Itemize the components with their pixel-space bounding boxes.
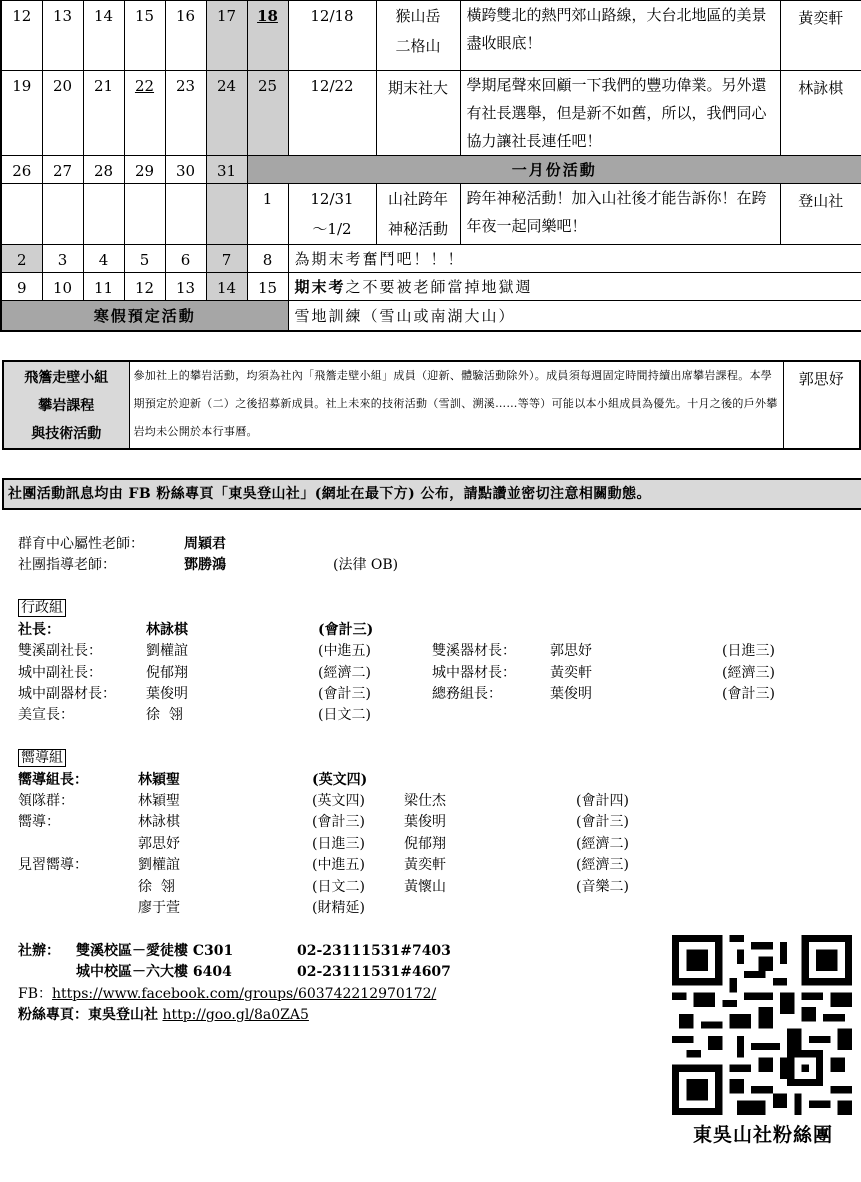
office-address: 城中校區－六大樓 6404 [76, 964, 232, 980]
admin-role: 總務組長： [432, 686, 502, 702]
admin-dept: (中進五) [318, 643, 371, 659]
winter-break-label: 寒假預定活動 [1, 301, 288, 331]
admin-name: 郭思妤 [550, 643, 592, 659]
guide-name: 林詠棋 [138, 814, 180, 830]
admin-dept: (經濟二) [318, 665, 371, 681]
event-name: 期末社大 [376, 71, 460, 156]
fanpage-line [18, 1005, 309, 1025]
event-date [288, 184, 376, 245]
day-cell: 26 [1, 156, 42, 184]
guide-lead-dept: (英文四) [312, 772, 368, 788]
activity-calendar [0, 0, 861, 332]
admin-role: 美宣長： [18, 707, 74, 723]
day-cell: 5 [124, 245, 165, 273]
day-cell [206, 184, 247, 245]
day-cell: 6 [165, 245, 206, 273]
admin-dept: (日進三) [722, 643, 775, 659]
event-date: 12/18 [288, 1, 376, 71]
winter-break-note: 雪地訓練（雪山或南湖大山） [288, 301, 861, 331]
calendar-row [1, 156, 861, 184]
group-name-line: 攀岩課程 [38, 398, 95, 414]
guide-dept: (音樂二) [576, 879, 629, 895]
guide-name: 黃懷山 [404, 879, 446, 895]
day-cell: 19 [1, 71, 42, 156]
guide-role: 嚮導： [18, 814, 60, 830]
event-description: 跨年神秘活動！加入山社後才能告訴你！在跨年夜一起同樂吧！ [460, 184, 780, 245]
guide-name: 黃奕軒 [404, 857, 446, 873]
day-cell: 12 [124, 273, 165, 301]
day-cell: 16 [165, 1, 206, 71]
event-name [376, 1, 460, 71]
day-cell: 13 [165, 273, 206, 301]
guide-dept: (經濟二) [576, 836, 629, 852]
day-cell: 31 [206, 156, 247, 184]
office-phone: 02-23111531#4607 [297, 964, 451, 980]
day-highlight: 18 [257, 7, 278, 25]
day-cell: 25 [247, 71, 288, 156]
week-note-rest: 之不要被老師當掉地獄週 [345, 278, 533, 296]
event-date-line: 12/31 [310, 190, 354, 208]
day-cell [1, 184, 42, 245]
event-owner: 登山社 [780, 184, 861, 245]
day-highlight: 22 [134, 77, 155, 95]
admin-name: 葉俊明 [550, 686, 592, 702]
guide-name: 徐 翎 [138, 879, 175, 895]
week-note-bold: 期末考 [294, 278, 346, 296]
event-description: 橫跨雙北的熱門郊山路線，大台北地區的美景盡收眼底！ [460, 1, 780, 71]
climbing-group-name [3, 361, 129, 449]
guide-lead-label: 嚮導組長： [18, 772, 88, 788]
week-note: 為期末考奮鬥吧！！！ [288, 245, 861, 273]
event-description: 學期尾聲來回顧一下我們的豐功偉業。另外還有社長選舉，但是新不如舊，所以，我們同心協力讓社長連任吧！ [460, 71, 780, 156]
office-phone: 02-23111531#7403 [297, 943, 451, 959]
day-cell: 15 [247, 273, 288, 301]
day-cell: 20 [42, 71, 83, 156]
guide-name: 廖于萱 [138, 900, 180, 916]
day-cell: 4 [83, 245, 124, 273]
calendar-row [1, 273, 861, 301]
day-cell: 24 [206, 71, 247, 156]
guide-dept: (會計三) [312, 814, 365, 830]
day-cell: 15 [124, 1, 165, 71]
guide-name: 劉權誼 [138, 857, 180, 873]
center-advisor-name: 周穎君 [184, 536, 226, 552]
event-name-line: 山社跨年 [387, 190, 448, 208]
day-cell [247, 1, 288, 71]
president-dept: (會計三) [318, 622, 374, 638]
day-cell: 23 [165, 71, 206, 156]
admin-group-header [18, 598, 66, 618]
admin-name: 倪郁翔 [146, 665, 188, 681]
climbing-group-description: 參加社上的攀岩活動，均須為社內「飛簷走壁小組」成員（迎新、體驗活動除外）。成員須每週固定時間持續出席攀岩課程。本學期預定於迎新（二）之後招募新成員。社上未來的技術活動（雪訓、溯溪……等等）可能以本小組成員為優先。十月之後的戶外攀岩均未公開於本行事曆。 [129, 361, 783, 449]
day-cell: 27 [42, 156, 83, 184]
day-cell: 11 [83, 273, 124, 301]
climbing-group-box [2, 360, 861, 450]
admin-dept: (日文二) [318, 707, 371, 723]
guide-advisor-note: (法律 OB) [333, 557, 399, 573]
guide-name: 郭思妤 [138, 836, 180, 852]
admin-name: 徐 翎 [146, 707, 183, 723]
event-owner: 林詠棋 [780, 71, 861, 156]
qr-caption: 東吳山社粉絲團 [692, 1124, 833, 1146]
day-cell: 30 [165, 156, 206, 184]
guide-name: 林穎聖 [138, 793, 180, 809]
admin-role: 雙溪副社長： [18, 643, 102, 659]
office-address: 雙溪校區－愛徒樓 C301 [76, 943, 234, 959]
day-cell: 2 [1, 245, 42, 273]
day-cell: 10 [42, 273, 83, 301]
guide-dept: (會計三) [576, 814, 629, 830]
guide-dept: (英文四) [312, 793, 365, 809]
guide-dept: (經濟三) [576, 857, 629, 873]
president-label: 社長： [18, 622, 60, 638]
day-cell [124, 184, 165, 245]
admin-role: 城中副器材長： [18, 686, 116, 702]
calendar-row [1, 301, 861, 331]
calendar-row [1, 245, 861, 273]
fb-notice-banner: 社團活動訊息均由 FB 粉絲專頁「東吳登山社」(網址在最下方) 公布，請點讚並密切注意相關動態。 [2, 478, 861, 510]
guide-name: 倪郁翔 [404, 836, 446, 852]
admin-role: 城中副社長： [18, 665, 102, 681]
guide-dept: (日進三) [312, 836, 365, 852]
guide-dept: (財精延) [312, 900, 365, 916]
center-advisor-label: 群育中心屬性老師： [18, 536, 144, 552]
event-date: 12/22 [288, 71, 376, 156]
day-cell: 13 [42, 1, 83, 71]
day-cell: 9 [1, 273, 42, 301]
day-cell: 28 [83, 156, 124, 184]
event-name [376, 184, 460, 245]
admin-group-header-text: 行政組 [18, 599, 66, 617]
month-header: 一月份活動 [247, 156, 861, 184]
guide-name: 梁仕杰 [404, 793, 446, 809]
day-cell [83, 184, 124, 245]
guide-group-header [18, 748, 66, 768]
guide-lead-name: 林穎聖 [138, 772, 180, 788]
fb-link[interactable]: https://www.facebook.com/groups/603742212970172/ [52, 986, 437, 1002]
guide-role: 領隊群： [18, 793, 74, 809]
event-date-line: ～1/2 [312, 220, 352, 238]
day-cell: 29 [124, 156, 165, 184]
event-name-line: 神秘活動 [387, 220, 448, 238]
admin-name: 黃奕軒 [550, 665, 592, 681]
guide-dept: (中進五) [312, 857, 365, 873]
office-label: 社辦： [18, 943, 60, 959]
day-cell: 8 [247, 245, 288, 273]
guide-dept: (會計四) [576, 793, 629, 809]
admin-dept: (會計三) [722, 686, 775, 702]
admin-dept: (經濟三) [722, 665, 775, 681]
guide-role: 見習嚮導： [18, 857, 88, 873]
admin-name: 劉權誼 [146, 643, 188, 659]
event-name-line: 二格山 [395, 37, 441, 55]
fanpage-label: 粉絲專頁：東吳登山社 [18, 1007, 158, 1023]
calendar-row [1, 184, 861, 245]
fanpage-link[interactable]: http://goo.gl/8a0ZA5 [162, 1007, 309, 1023]
calendar-row [1, 1, 861, 71]
day-cell: 14 [83, 1, 124, 71]
president-name: 林詠棋 [146, 622, 188, 638]
day-cell [165, 184, 206, 245]
day-cell: 12 [1, 1, 42, 71]
event-owner: 黃奕軒 [780, 1, 861, 71]
admin-name: 葉俊明 [146, 686, 188, 702]
week-note [288, 273, 861, 301]
guide-advisor-label: 社團指導老師： [18, 557, 116, 573]
admin-dept: (會計三) [318, 686, 371, 702]
day-cell [124, 71, 165, 156]
group-name-line: 飛簷走壁小組 [24, 370, 109, 386]
day-cell: 17 [206, 1, 247, 71]
guide-name: 葉俊明 [404, 814, 446, 830]
admin-role: 城中器材長： [432, 665, 516, 681]
group-name-line: 與技術活動 [31, 426, 102, 442]
guide-group-header-text: 嚮導組 [18, 749, 66, 767]
fb-label: FB： [18, 986, 53, 1002]
admin-role: 雙溪器材長： [432, 643, 516, 659]
day-cell: 3 [42, 245, 83, 273]
day-cell [42, 184, 83, 245]
guide-dept: (日文二) [312, 879, 365, 895]
event-name-line: 猴山岳 [395, 7, 441, 25]
day-cell: 7 [206, 245, 247, 273]
day-cell: 1 [247, 184, 288, 245]
day-cell: 21 [83, 71, 124, 156]
climbing-group-owner: 郭思妤 [783, 361, 860, 449]
guide-advisor-name: 鄧勝鴻 [184, 557, 226, 573]
fb-line [18, 984, 436, 1004]
qr-code-image[interactable] [667, 935, 857, 1115]
day-cell: 14 [206, 273, 247, 301]
calendar-row [1, 71, 861, 156]
